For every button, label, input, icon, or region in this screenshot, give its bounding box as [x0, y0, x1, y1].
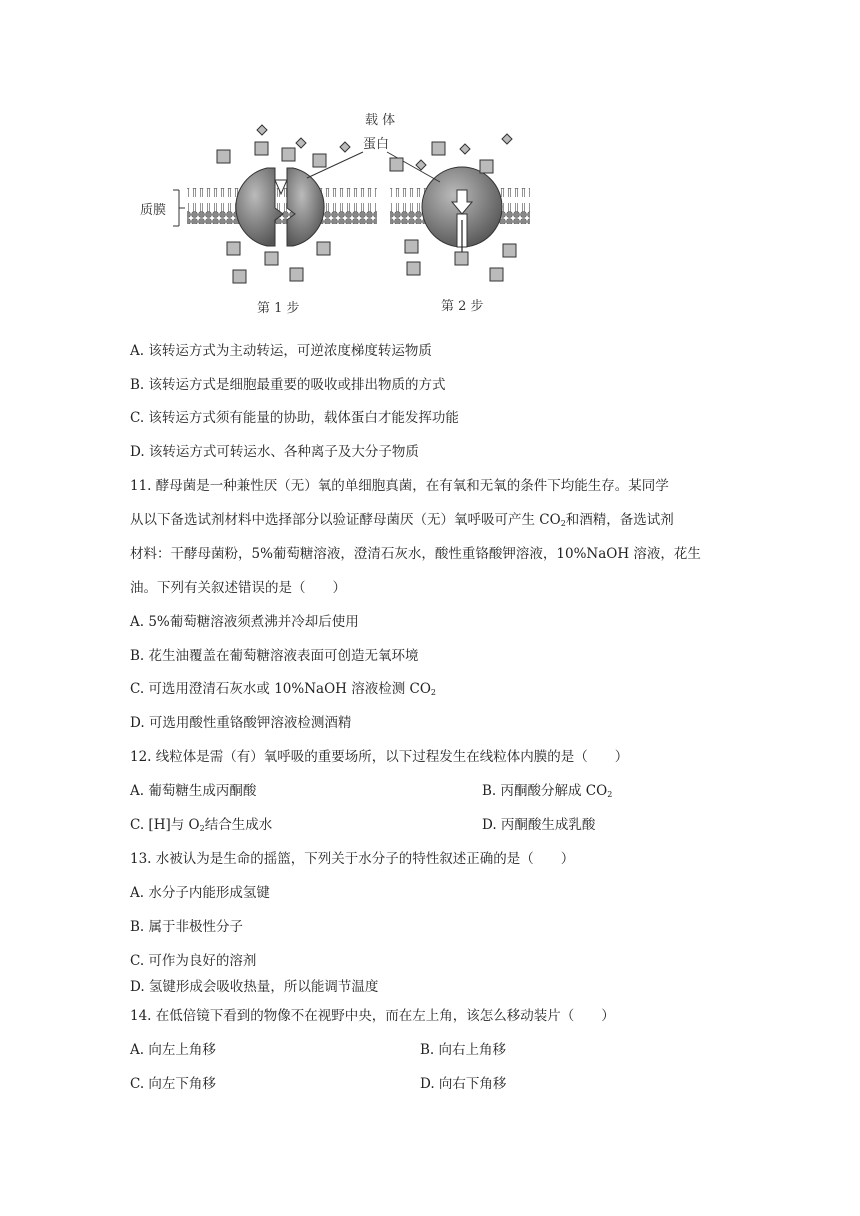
q11-option-d: D. 可选用酸性重铬酸钾溶液检测酒精 — [130, 715, 352, 731]
q14-option-a: A. 向左上角移 — [130, 1042, 216, 1058]
q11-option-c: C. 可选用澄清石灰水或 10%NaOH 溶液检测 $CO_2$ — [130, 681, 437, 697]
q14-option-b: B. 向右上角移 — [420, 1042, 507, 1058]
q11-stem-line1: 11. 酵母菌是一种兼性厌（无）氧的单细胞真菌，在有氧和无氧的条件下均能生存。某同学 — [130, 478, 669, 494]
q12-option-a: A. 葡萄糖生成丙酮酸 — [130, 783, 257, 799]
q11-stem-line2: 从以下备选试剂材料中选择部分以验证酵母菌厌（无）氧呼吸可产生 $CO_2$和酒精，备选试剂 — [130, 512, 674, 528]
membrane-label: 质膜 — [140, 203, 167, 218]
q12-stem: 12. 线粒体是需（有）氧呼吸的重要场所，以下过程发生在线粒体内膜的是（ ） — [130, 749, 629, 765]
carrier-label-1: 载 体 — [365, 113, 396, 128]
carrier-protein-step2 — [422, 167, 502, 264]
q11-stem-line4: 油。下列有关叙述错误的是（ ） — [130, 580, 346, 596]
q10-option-d: D. 该转运方式可转运水、各种离子及大分子物质 — [130, 444, 419, 460]
q13-option-a: A. 水分子内能形成氢键 — [130, 885, 270, 901]
carrier-protein-figure — [135, 110, 535, 325]
q12-option-b: B. 丙酮酸分解成 $CO_2$ — [482, 783, 613, 799]
q13-option-c: C. 可作为良好的溶剂 — [130, 953, 257, 969]
membrane-left — [187, 188, 377, 224]
q14-stem: 14. 在低倍镜下看到的物像不在视野中央，而在左上角，该怎么移动装片（ ） — [130, 1008, 615, 1024]
q12-option-c: C. [H]与 $O_2$结合生成水 — [130, 817, 273, 833]
q13-option-d: D. 氢键形成会吸收热量，所以能调节温度 — [130, 979, 379, 995]
q11-option-b: B. 花生油覆盖在葡萄糖溶液表面可创造无氧环境 — [130, 648, 419, 664]
q10-option-c: C. 该转运方式须有能量的协助，载体蛋白才能发挥功能 — [130, 410, 459, 426]
q13-option-b: B. 属于非极性分子 — [130, 919, 244, 935]
q13-stem: 13. 水被认为是生命的摇篮，下列关于水分子的特性叙述正确的是（ ） — [130, 851, 575, 867]
q10-option-a: A. 该转运方式为主动转运，可逆浓度梯度转运物质 — [130, 343, 432, 359]
q11-stem-line3: 材料：干酵母菌粉，5%葡萄糖溶液，澄清石灰水，酸性重铬酸钾溶液，10%NaOH 溶液，花生 — [130, 546, 701, 562]
step1-label: 第 1 步 — [257, 301, 300, 316]
q11-option-a: A. 5%葡萄糖溶液须煮沸并冷却后使用 — [130, 614, 359, 630]
q12-option-d: D. 丙酮酸生成乳酸 — [482, 817, 596, 833]
step2-label: 第 2 步 — [441, 299, 484, 314]
q14-option-d: D. 向右下角移 — [420, 1076, 507, 1092]
q10-option-b: B. 该转运方式是细胞最重要的吸收或排出物质的方式 — [130, 377, 446, 393]
q14-option-c: C. 向左下角移 — [130, 1076, 216, 1092]
carrier-label-2: 蛋白 — [363, 137, 390, 152]
